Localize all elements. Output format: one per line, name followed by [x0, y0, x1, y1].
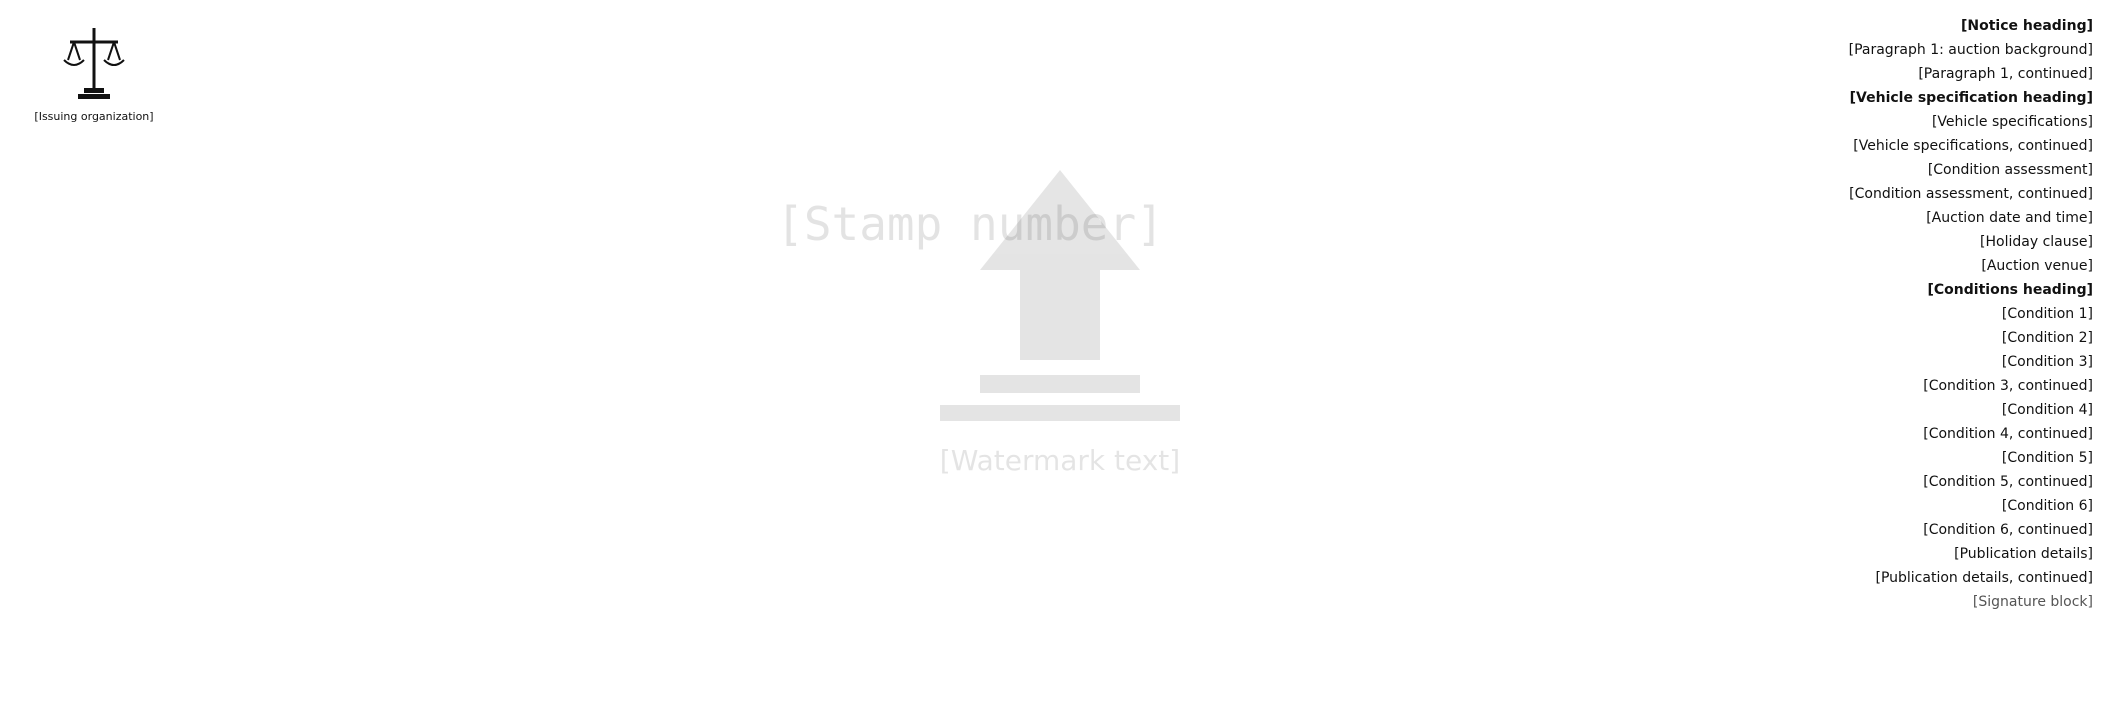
body-line: [Publication details, continued]	[1875, 570, 2093, 586]
body-line: [Publication details]	[1954, 546, 2093, 562]
scales-of-justice-icon	[50, 18, 138, 106]
body-line: [Condition 2]	[2001, 330, 2093, 346]
watermark-text: [Watermark text]	[939, 444, 1181, 477]
notice-title: [Notice heading]	[1960, 18, 2093, 34]
body-line: [Condition 6]	[2001, 498, 2093, 514]
body-line: [Condition 5, continued]	[1923, 474, 2093, 490]
body-line: [Condition 1]	[2001, 306, 2093, 322]
body-line: [Condition 3]	[2001, 354, 2093, 370]
body-line: [Vehicle specifications, continued]	[1853, 138, 2093, 154]
body-line: [Condition assessment, continued]	[1849, 186, 2093, 202]
stamp-digits: [Stamp number]	[776, 197, 1164, 251]
emblem-caption: [Issuing organization]	[34, 110, 154, 123]
body-line: [Auction venue]	[1981, 258, 2093, 274]
body-line: [Auction date and time]	[1926, 210, 2093, 226]
body-line: [Paragraph 1: auction background]	[1848, 42, 2093, 58]
signature-line: [Signature block]	[1972, 594, 2093, 610]
body-line: [Condition 5]	[2001, 450, 2093, 466]
body-line: [Paragraph 1, continued]	[1918, 66, 2093, 82]
body-line: [Condition assessment]	[1927, 162, 2093, 178]
specifications-heading: [Vehicle specification heading]	[1849, 90, 2093, 106]
body-line: [Condition 4, continued]	[1923, 426, 2093, 442]
body-line: [Condition 6, continued]	[1923, 522, 2093, 538]
conditions-heading: [Conditions heading]	[1927, 282, 2093, 298]
body-line: [Holiday clause]	[1980, 234, 2093, 250]
body-line: [Condition 4]	[2001, 402, 2093, 418]
body-line: [Condition 3, continued]	[1923, 378, 2093, 394]
body-line: [Vehicle specifications]	[1931, 114, 2093, 130]
notice-content	[163, 14, 2093, 614]
emblem-block	[34, 18, 154, 123]
